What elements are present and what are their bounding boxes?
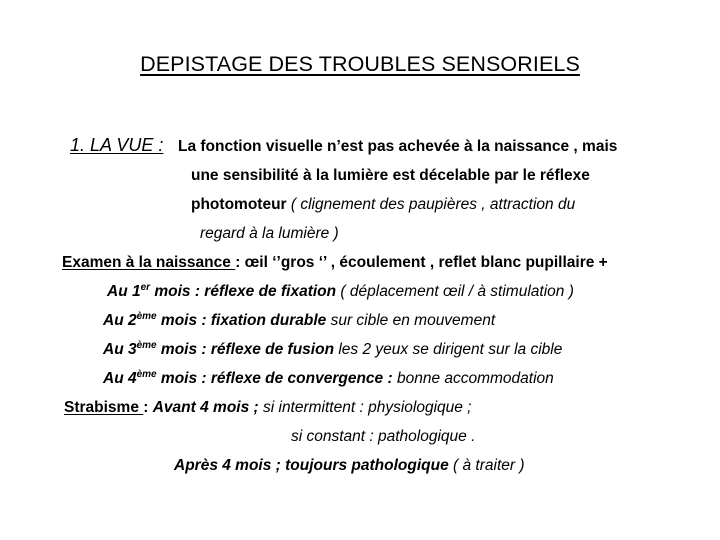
strabisme-intermittent: si intermittent : physiologique ; bbox=[258, 399, 472, 416]
intro-text-1: La fonction visuelle n’est pas achevée à la naissance , mais bbox=[178, 138, 618, 155]
intro-photomoteur: photomoteur bbox=[191, 196, 287, 213]
strabisme-avant: Avant 4 mois ; bbox=[152, 399, 259, 416]
exam-line bbox=[62, 253, 608, 273]
strabisme-line: Strabisme : Avant 4 mois ; si intermittent : physiologique ; bbox=[64, 399, 472, 416]
exam-label: Examen à la naissance bbox=[62, 254, 236, 271]
intro-line-3 bbox=[191, 195, 575, 215]
page-title: DEPISTAGE DES TROUBLES SENSORIELS bbox=[140, 52, 580, 76]
month-1-line: Au 1er mois : réflexe de fixation ( déplacement œil / à stimulation ) bbox=[107, 282, 574, 300]
strabisme-apres: Après 4 mois ; toujours pathologique bbox=[174, 457, 449, 474]
strabisme-traiter: ( à traiter ) bbox=[448, 457, 525, 474]
exam-text: : œil ‘’gros ‘’ , écoulement , reflet blanc pupillaire + bbox=[235, 254, 608, 271]
intro-line-4: regard à la lumière ) bbox=[200, 225, 339, 242]
intro-line-1 bbox=[70, 135, 617, 157]
intro-italic-3: ( clignement des paupières , attraction du bbox=[286, 196, 576, 213]
strabisme-constant: si constant : pathologique . bbox=[291, 428, 476, 445]
month-4-line: Au 4ème mois : réflexe de convergence : bonne accommodation bbox=[103, 369, 554, 387]
strabisme-label: Strabisme bbox=[64, 399, 144, 416]
month-2-line: Au 2ème mois : fixation durable sur cible en mouvement bbox=[103, 311, 496, 329]
intro-line-2: une sensibilité à la lumière est décelable par le réflexe bbox=[191, 167, 590, 184]
section-heading: 1. LA VUE : bbox=[70, 135, 164, 155]
strabisme-apres-line bbox=[174, 456, 525, 476]
month-3-line: Au 3ème mois : réflexe de fusion les 2 yeux se dirigent sur la cible bbox=[103, 340, 563, 358]
